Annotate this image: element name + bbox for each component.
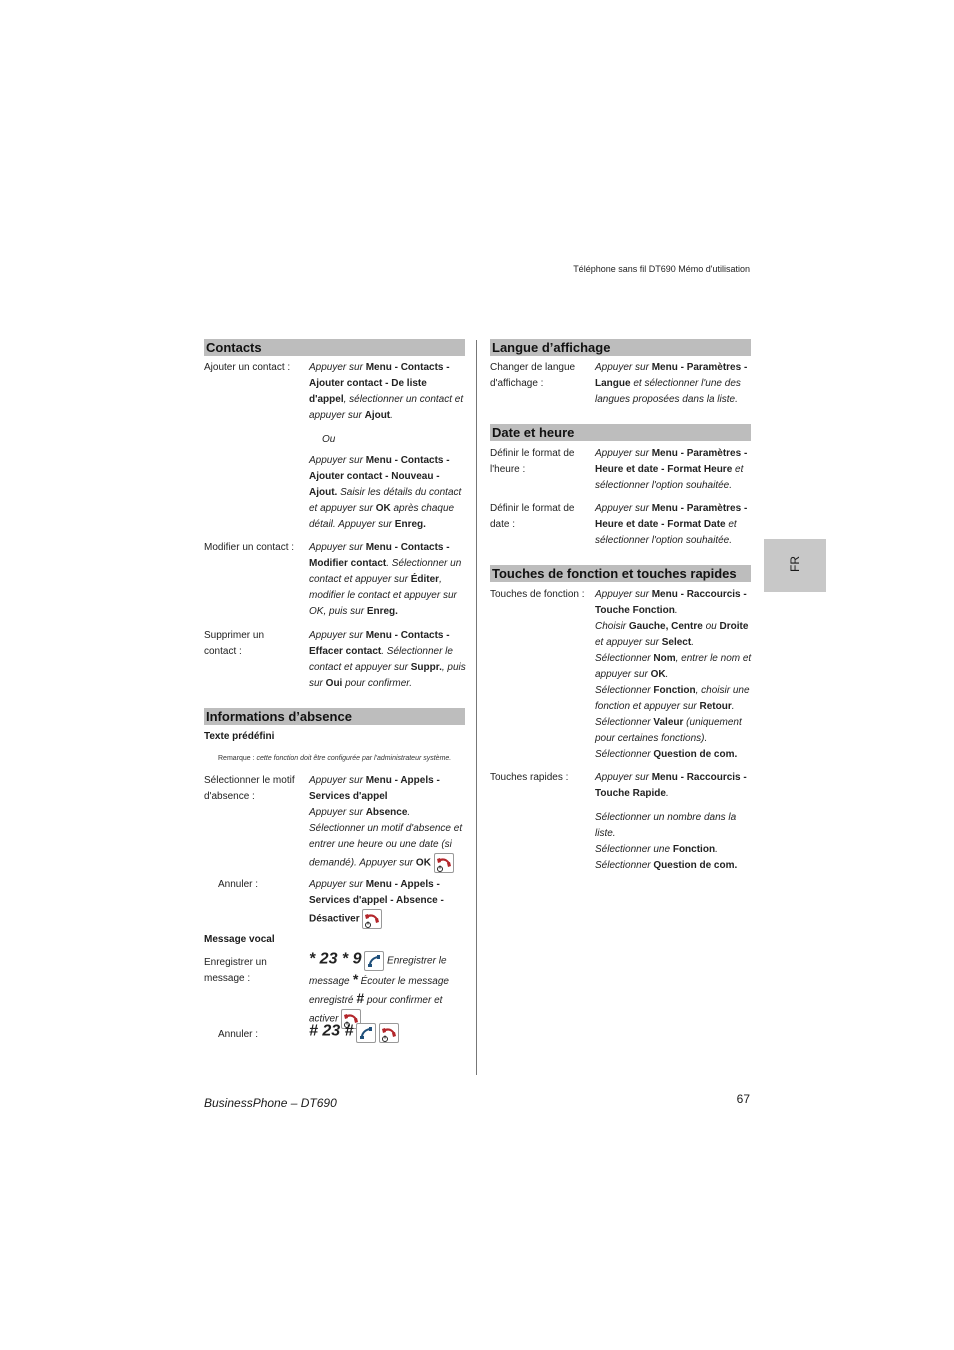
time-format-label: Définir le format de l'heure : (490, 448, 575, 475)
record-message-label: Enregistrer un message : (204, 957, 267, 984)
cancel-absence-text: Appuyer sur Menu - Appels - Services d'appel - Absence - Désactiver (309, 879, 444, 925)
modify-contact-label: Modifier un contact : (204, 542, 295, 553)
select-absence-label: Sélectionner le motif d'absence : (204, 775, 295, 802)
delete-contact-text: Appuyer sur Menu - Contacts - Effacer contact. Sélectionner le contact et appuyer sur Suppr., puis sur Oui pour confirmer. (309, 630, 466, 689)
date-format-text: Appuyer sur Menu - Paramètres - Heure et date - Format Date et sélectionner l'option souhaitée. (595, 503, 748, 546)
language-label: Changer de langue d'affichage : (490, 362, 576, 389)
call-key-icon (356, 1023, 376, 1043)
select-absence-block (309, 773, 466, 873)
select-absence-text: Appuyer sur Menu - Appels - Services d'appel Appuyer sur Absence. Sélectionner un motif d'absence et entrer une heure ou une date (si demandé). Appuyer sur OK (309, 775, 463, 869)
cancel-code: # 23 # (309, 1022, 354, 1040)
page-number: 67 (736, 1092, 750, 1106)
cancel-message-block (309, 1023, 466, 1043)
document-header: Téléphone sans fil DT690 Mémo d'utilisation (573, 264, 750, 274)
end-key-icon (434, 853, 454, 873)
footer-product: BusinessPhone – DT690 (204, 1096, 337, 1110)
date-format-label: Définir le format de date : (490, 503, 575, 530)
section-contacts-title: Contacts (204, 339, 465, 356)
column-divider (476, 340, 477, 1075)
function-keys-text: Appuyer sur Menu - Raccourcis - Touche Fonction. Choisir Gauche, Centre ou Droite et appuyer sur Select. Sélectionner Nom, entrer le nom et appuyer sur OK. Sélectionner Fonction, choisir une fonction et appuyer sur Retour. Sélectionner Valeur (uniquement pour certaines fonctions). Sélectionner Question de com. (595, 589, 752, 760)
call-key-icon (364, 951, 384, 971)
star-key: * (352, 971, 358, 987)
add-contact-label: Ajouter un contact : (204, 362, 291, 373)
section-keys-title: Touches de fonction et touches rapides (490, 565, 751, 582)
section-language-title: Langue d’affichage (490, 339, 751, 356)
end-key-icon (379, 1023, 399, 1043)
cancel-absence-label: Annuler : (218, 879, 259, 890)
voicemail-heading: Message vocal (204, 934, 275, 945)
function-keys-label: Touches de fonction : (490, 589, 585, 600)
record-message-block (309, 951, 466, 1029)
or-text: Ou (322, 434, 336, 445)
cancel-message-label: Annuler : (218, 1029, 259, 1040)
quick-keys-text-2: Sélectionner un nombre dans la liste. Sélectionner une Fonction. Sélectionner Question de com. (595, 812, 738, 871)
predefined-text-heading: Texte prédéfini (204, 731, 275, 742)
language-text: Appuyer sur Menu - Paramètres - Langue et sélectionner l'une des langues proposées dans la liste. (595, 362, 748, 405)
record-text-3: pour confirmer et activer (309, 995, 443, 1025)
note-label: Remarque : (218, 755, 255, 762)
delete-contact-label: Supprimer un contact : (204, 630, 265, 657)
section-absence-title: Informations d’absence (204, 708, 465, 725)
record-text-2: Écouter le message enregistré (309, 976, 449, 1006)
modify-contact-text: Appuyer sur Menu - Contacts - Modifier contact. Sélectionner un contact et appuyer sur Éditer, modifier le contact et appuyer sur OK, puis sur Enreg. (309, 542, 462, 617)
language-tab-label: FR (788, 556, 802, 572)
quick-keys-label: Touches rapides : (490, 772, 569, 783)
time-format-text: Appuyer sur Menu - Paramètres - Heure et date - Format Heure et sélectionner l'option souhaitée. (595, 448, 748, 491)
quick-keys-text-1: Appuyer sur Menu - Raccourcis - Touche Rapide. (595, 772, 747, 799)
note-text: cette fonction doit être configurée par l'administrateur système. (256, 755, 452, 762)
record-text-1: Enregistrer le message (309, 955, 447, 987)
section-datetime-title: Date et heure (490, 424, 751, 441)
add-contact-text-1: Appuyer sur Menu - Contacts - Ajouter contact - De liste d'appel, sélectionner un contact et appuyer sur Ajout. (309, 362, 464, 421)
hash-key: # (356, 990, 365, 1006)
add-contact-text-2: Appuyer sur Menu - Contacts - Ajouter contact - Nouveau - Ajout. Saisir les détails du contact et appuyer sur OK après chaque détail. Appuyer sur Enreg. (309, 455, 462, 530)
language-tab (764, 539, 826, 592)
end-key-icon (362, 909, 382, 929)
absence-note (218, 755, 468, 762)
cancel-absence-block (309, 877, 466, 929)
record-code: * 23 * 9 (309, 950, 362, 968)
